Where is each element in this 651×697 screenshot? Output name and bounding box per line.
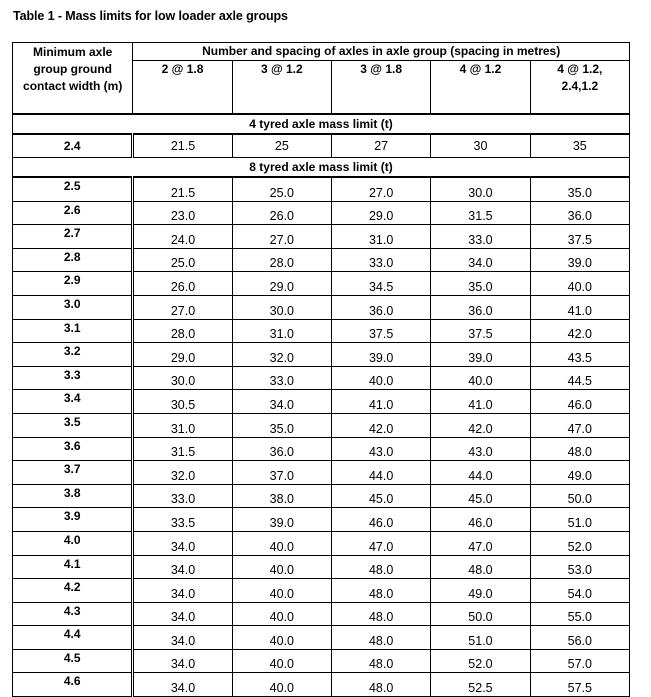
mass-limit-cell: 25 [232,134,331,158]
mass-limit-cell: 40.0 [431,366,530,390]
mass-limit-cell: 55.0 [530,602,629,626]
mass-limit-cell: 21.5 [133,134,232,158]
mass-limit-cell: 40.0 [232,673,331,697]
mass-limit-cell: 36.0 [332,295,431,319]
mass-limit-cell: 50.0 [530,484,629,508]
mass-limit-cell: 34.0 [133,579,232,603]
table-row [13,390,630,414]
row-width-cell: 4.2 [13,579,133,603]
mass-limit-cell: 51.0 [431,626,530,650]
column-header-4 [431,61,530,115]
mass-limit-cell: 41.0 [332,390,431,414]
mass-limits-table [12,42,630,697]
mass-limit-cell: 48.0 [332,626,431,650]
mass-limit-cell: 27 [332,134,431,158]
column-header-label: 3 @ 1.8 [360,62,403,76]
table-row [13,579,630,603]
table-row [13,673,630,697]
mass-limit-cell: 46.0 [431,508,530,532]
column-header-label: 4 @ 1.2, 2.4,1.2 [557,62,603,93]
row-width-cell: 3.1 [13,319,133,343]
mass-limit-cell: 40.0 [530,272,629,296]
mass-limit-cell: 48.0 [332,555,431,579]
mass-limit-cell: 24.0 [133,225,232,249]
row-width-cell: 3.4 [13,390,133,414]
mass-limit-cell: 23.0 [133,201,232,225]
mass-limit-cell: 31.0 [232,319,331,343]
section-4-tyred-title: 4 tyred axle mass limit (t) [13,114,630,134]
mass-limit-cell: 41.0 [530,295,629,319]
row-width-cell: 3.3 [13,366,133,390]
mass-limit-cell: 31.0 [332,225,431,249]
mass-limit-cell: 44.5 [530,366,629,390]
mass-limit-cell: 39.0 [530,248,629,272]
mass-limit-cell: 36.0 [530,201,629,225]
mass-limit-cell: 34.5 [332,272,431,296]
mass-limit-cell: 40.0 [232,649,331,673]
mass-limit-cell: 34.0 [232,390,331,414]
mass-limit-cell: 21.5 [133,177,232,201]
mass-limit-cell: 39.0 [232,508,331,532]
mass-limit-cell: 34.0 [133,531,232,555]
mass-limit-cell: 38.0 [232,484,331,508]
mass-limit-cell: 40.0 [332,366,431,390]
mass-limit-cell: 36.0 [232,437,331,461]
mass-limit-cell: 33.0 [332,248,431,272]
row-width-cell: 2.7 [13,225,133,249]
table-row [13,366,630,390]
mass-limit-cell: 29.0 [332,201,431,225]
row-width-cell: 3.6 [13,437,133,461]
mass-limit-cell: 40.0 [232,555,331,579]
mass-limit-cell: 52.0 [530,531,629,555]
mass-limit-cell: 44.0 [431,461,530,485]
row-width-cell: 4.6 [13,673,133,697]
row-width-cell: 4.1 [13,555,133,579]
mass-limit-cell: 47.0 [431,531,530,555]
mass-limit-cell: 57.0 [530,649,629,673]
mass-limit-cell: 33.0 [133,484,232,508]
column-group-header [133,43,630,61]
column-header-label: 3 @ 1.2 [260,62,303,76]
mass-limit-cell: 40.0 [232,531,331,555]
row-header-cell [13,43,133,115]
table-row [13,413,630,437]
mass-limit-cell: 30 [431,134,530,158]
mass-limit-cell: 27.0 [133,295,232,319]
mass-limit-cell: 44.0 [332,461,431,485]
row-width-cell: 3.9 [13,508,133,532]
mass-limit-cell: 57.5 [530,673,629,697]
table-row [13,649,630,673]
mass-limit-cell: 33.0 [431,225,530,249]
row-width-cell: 3.8 [13,484,133,508]
table-row [13,508,630,532]
column-group-label: Number and spacing of axles in axle group (spacing in metres) [202,44,561,58]
mass-limit-cell: 48.0 [332,579,431,603]
mass-limit-cell: 35.0 [431,272,530,296]
mass-limit-cell: 42.0 [530,319,629,343]
mass-limit-cell: 40.0 [232,579,331,603]
table-row [13,134,630,158]
table-row [13,437,630,461]
row-header-label: Minimum axle group ground contact width (m) [23,45,123,93]
mass-limit-cell: 32.0 [232,343,331,367]
row-width-cell: 2.5 [13,177,133,201]
row-width-cell: 4.3 [13,602,133,626]
row-width-cell: 3.7 [13,461,133,485]
mass-limit-cell: 35.0 [232,413,331,437]
mass-limit-cell: 25.0 [133,248,232,272]
mass-limit-cell: 54.0 [530,579,629,603]
table-row [13,343,630,367]
mass-limit-cell: 34.0 [431,248,530,272]
column-header-label: 2 @ 1.8 [161,62,204,76]
mass-limit-cell: 42.0 [332,413,431,437]
mass-limit-cell: 51.0 [530,508,629,532]
table-row [13,555,630,579]
mass-limit-cell: 45.0 [431,484,530,508]
mass-limit-cell: 49.0 [530,461,629,485]
mass-limit-cell: 35 [530,134,629,158]
column-header-3 [332,61,431,115]
mass-limit-cell: 29.0 [133,343,232,367]
mass-limit-cell: 34.0 [133,649,232,673]
table-row [13,177,630,201]
mass-limit-cell: 30.0 [133,366,232,390]
row-width-cell: 4.5 [13,649,133,673]
mass-limit-cell: 31.0 [133,413,232,437]
mass-limit-cell: 30.0 [431,177,530,201]
mass-limit-cell: 31.5 [431,201,530,225]
mass-limit-cell: 46.0 [332,508,431,532]
mass-limit-cell: 47.0 [530,413,629,437]
mass-limit-cell: 30.0 [232,295,331,319]
row-width-cell: 2.9 [13,272,133,296]
mass-limit-cell: 32.0 [133,461,232,485]
section-8-tyred-row [13,158,630,178]
table-row [13,225,630,249]
table-row [13,272,630,296]
mass-limit-cell: 41.0 [431,390,530,414]
table-row [13,602,630,626]
mass-limit-cell: 37.0 [232,461,331,485]
row-width-cell: 2.8 [13,248,133,272]
row-width-cell: 3.5 [13,413,133,437]
mass-limit-cell: 56.0 [530,626,629,650]
table-row [13,201,630,225]
mass-limit-cell: 48.0 [332,602,431,626]
mass-limit-cell: 35.0 [530,177,629,201]
section-8-tyred-title: 8 tyred axle mass limit (t) [13,158,630,178]
mass-limit-cell: 48.0 [530,437,629,461]
mass-limit-cell: 34.0 [133,673,232,697]
mass-limit-cell: 33.5 [133,508,232,532]
header-row-1 [13,43,630,61]
mass-limit-cell: 40.0 [232,626,331,650]
mass-limit-cell: 30.5 [133,390,232,414]
mass-limit-cell: 28.0 [133,319,232,343]
mass-limit-cell: 36.0 [431,295,530,319]
table-row [13,461,630,485]
mass-limit-cell: 25.0 [232,177,331,201]
mass-limit-cell: 37.5 [431,319,530,343]
table-row [13,531,630,555]
mass-limit-cell: 48.0 [332,673,431,697]
mass-limit-cell: 34.0 [133,555,232,579]
mass-limit-cell: 53.0 [530,555,629,579]
column-header-1 [133,61,232,115]
mass-limit-cell: 43.0 [332,437,431,461]
mass-limit-cell: 37.5 [530,225,629,249]
row-width-cell: 3.2 [13,343,133,367]
mass-limit-cell: 27.0 [232,225,331,249]
mass-limit-cell: 43.0 [431,437,530,461]
mass-limit-cell: 42.0 [431,413,530,437]
mass-limit-cell: 40.0 [232,602,331,626]
mass-limit-cell: 46.0 [530,390,629,414]
mass-limit-cell: 28.0 [232,248,331,272]
table-row [13,484,630,508]
mass-limit-cell: 43.5 [530,343,629,367]
mass-limit-cell: 27.0 [332,177,431,201]
mass-limit-cell: 47.0 [332,531,431,555]
section-4-tyred-row [13,114,630,134]
mass-limit-cell: 39.0 [431,343,530,367]
mass-limit-cell: 26.0 [232,201,331,225]
mass-limit-cell: 48.0 [332,649,431,673]
mass-limit-cell: 45.0 [332,484,431,508]
mass-limit-cell: 39.0 [332,343,431,367]
table-caption: Table 1 - Mass limits for low loader axle groups [13,9,288,23]
mass-limit-cell: 50.0 [431,602,530,626]
mass-limit-cell: 29.0 [232,272,331,296]
mass-limit-cell: 48.0 [431,555,530,579]
column-header-5 [530,61,629,115]
table-row [13,248,630,272]
column-header-2 [232,61,331,115]
table-row [13,319,630,343]
table-row [13,626,630,650]
row-width-cell: 4.0 [13,531,133,555]
row-width-cell: 2.4 [13,134,133,158]
mass-limit-cell: 26.0 [133,272,232,296]
table-row [13,295,630,319]
mass-limit-cell: 33.0 [232,366,331,390]
column-header-label: 4 @ 1.2 [459,62,502,76]
mass-limit-cell: 37.5 [332,319,431,343]
mass-limit-cell: 52.5 [431,673,530,697]
row-width-cell: 3.0 [13,295,133,319]
mass-limit-cell: 52.0 [431,649,530,673]
row-width-cell: 4.4 [13,626,133,650]
row-width-cell: 2.6 [13,201,133,225]
mass-limit-cell: 34.0 [133,602,232,626]
mass-limit-cell: 31.5 [133,437,232,461]
mass-limit-cell: 34.0 [133,626,232,650]
mass-limit-cell: 49.0 [431,579,530,603]
